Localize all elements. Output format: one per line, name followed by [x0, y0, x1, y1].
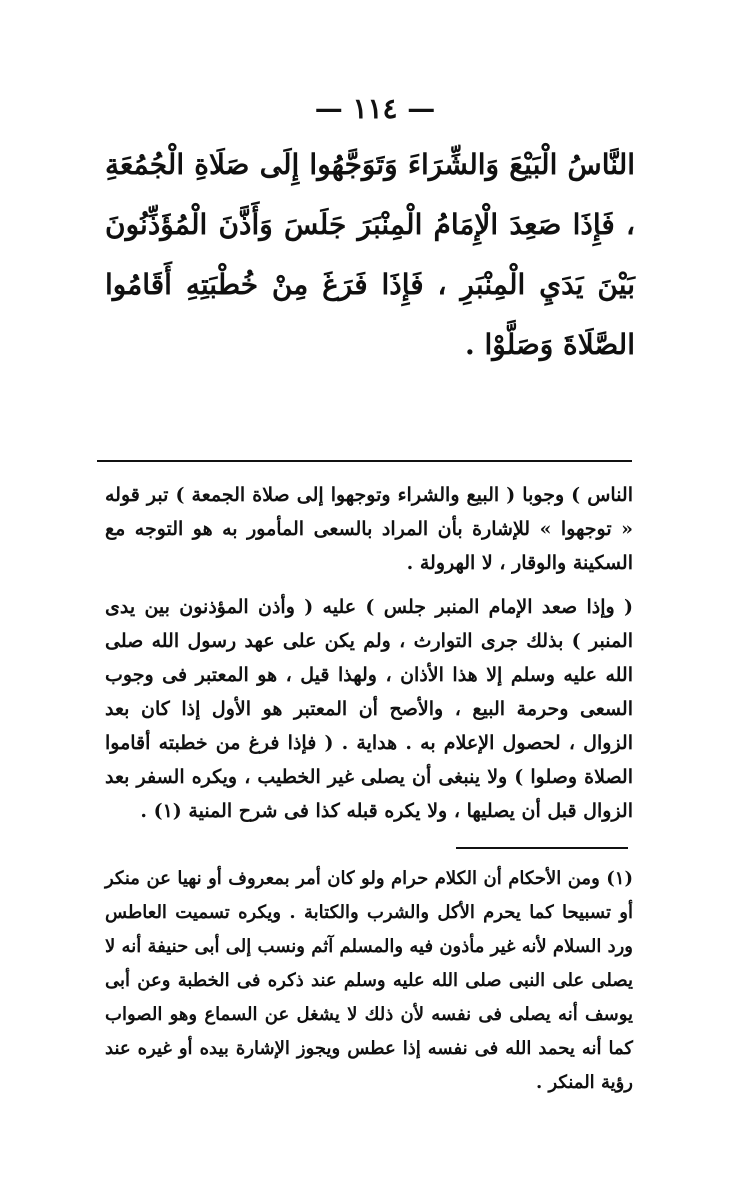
commentary-paragraph-2: ( وإذا صعد الإمام المنبر جلس ) عليه ( وأذن المؤذنون بين يدى المنبر ) بذلك جرى التوارث ، ولم يكن على عهد رسول الله صلى الله عليه وسلم إلا هذا الأذان ، ولهذا قيل ، هو المعتبر فى وجوب السعى وحرمة البيع ، والأصح أن المعتبر هو الأول إذا كان بعد الزوال ، لحصول الإعلام به . هداية . ( فإذا فرغ من خطبته أقاموا الصلاة وصلوا ) ولا ينبغى أن يصلى غير الخطيب ، ويكره السفر بعد الزوال قبل أن يصليها ، ولا يكره قبله كذا فى شرح المنية (١) .: [105, 596, 633, 822]
commentary: [105, 478, 633, 828]
separator-rule: [97, 460, 632, 462]
footnote: (١) ومن الأحكام أن الكلام حرام ولو كان أمر بمعروف أو نهيا عن منكر أو تسبيحا كما يحرم الأكل والشرب والكتابة . ويكره تسميت العاطس ورد السلام لأنه غير مأذون فيه والمسلم آثم ونسب إلى أبى حنيفة أنه لا يصلى على النبى صلى الله عليه وسلم عند ذكره فى الخطبة وعن أبى يوسف أنه يصلى فى نفسه لأن ذلك لا يشغل عن السماع وهو الصواب كما أنه يحمد الله فى نفسه إذا عطس ويجوز الإشارة بيده أو غيره عند رؤية المنكر .: [105, 868, 633, 1093]
commentary-paragraph-1: الناس ) وجوبا ( البيع والشراء وتوجهوا إلى صلاة الجمعة ) تبر قوله « توجهوا » للإشارة بأن المراد بالسعى المأمور به هو التوجه مع السكينة والوقار ، لا الهرولة .: [105, 484, 633, 574]
page-number: — ١١٤ —: [314, 92, 436, 125]
main-text: النَّاسُ الْبَيْعَ وَالشِّرَاءَ وَتَوَجَّهُوا إِلَى صَلَاةِ الْجُمُعَةِ ، فَإِذَا صَعِدَ الْإِمَامُ الْمِنْبَرَ جَلَسَ وَأَذَّنَ الْمُؤَذِّنُونَ بَيْنَ يَدَيِ الْمِنْبَرِ ، فَإِذَا فَرَغَ مِنْ خُطْبَتِهِ أَقَامُوا الصَّلَاةَ وَصَلَّوْا .: [105, 148, 635, 361]
footnote-rule: [456, 847, 628, 849]
